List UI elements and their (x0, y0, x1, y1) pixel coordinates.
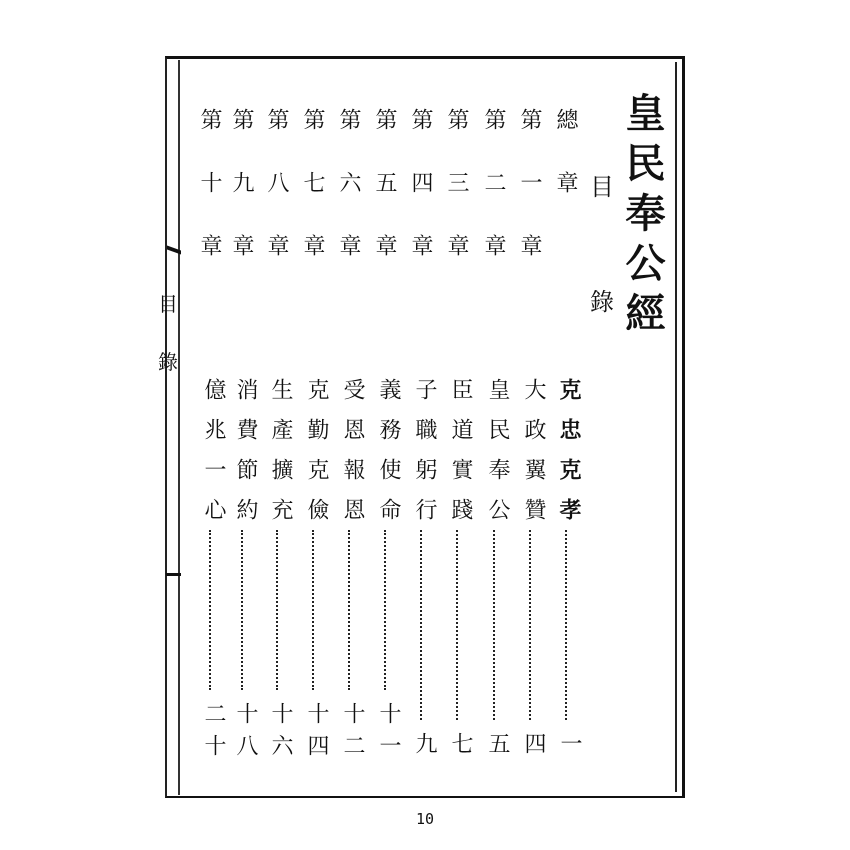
chapter-8-leader (276, 530, 278, 690)
chapter-6-page: 十二 (340, 702, 365, 766)
chapter-4-page: 九 (412, 732, 437, 764)
chapter-6-section: 受恩報恩 (340, 378, 365, 538)
general-leader (565, 530, 567, 720)
chapter-4-label: 第四章 (408, 108, 433, 297)
chapter-4-leader (420, 530, 422, 720)
spine-rule (178, 60, 180, 795)
chapter-5-section: 義務使命 (376, 378, 401, 538)
chapter-1-leader (529, 530, 531, 720)
chapter-6-label: 第六章 (336, 108, 361, 297)
chapter-7-leader (312, 530, 314, 690)
chapter-5-page: 十一 (376, 702, 401, 766)
frame-inner-rule (675, 62, 677, 792)
chapter-8-label: 第八章 (264, 108, 289, 297)
spine-char-mu: 目 (158, 292, 178, 316)
chapter-9-leader (241, 530, 243, 690)
chapter-10-section: 億兆一心 (201, 378, 226, 538)
chapter-2-section: 皇民奉公 (485, 378, 510, 538)
spine-char-lu: 錄 (158, 350, 178, 374)
chapter-9-page: 十八 (233, 702, 258, 766)
chapter-1-page: 四 (521, 732, 546, 764)
chapter-1-label: 第一章 (517, 108, 542, 297)
chapter-5-leader (384, 530, 386, 690)
chapter-4-section: 子職躬行 (412, 378, 437, 538)
chapter-9-label: 第九章 (229, 108, 254, 297)
chapter-10-leader (209, 530, 211, 690)
spine-horizontal-rule (166, 573, 181, 576)
toc-heading-lu: 錄 (590, 288, 614, 316)
chapter-3-label: 第三章 (444, 108, 469, 297)
chapter-1-section: 大政翼贊 (521, 378, 546, 538)
chapter-5-label: 第五章 (372, 108, 397, 297)
chapter-2-page: 五 (485, 732, 510, 764)
chapter-10-page: 二十 (201, 702, 226, 766)
chapter-7-label: 第七章 (300, 108, 325, 297)
chapter-3-leader (456, 530, 458, 720)
chapter-2-label: 第二章 (481, 108, 506, 297)
chapter-8-page: 十六 (268, 702, 293, 766)
page-number: 10 (415, 810, 435, 828)
chapter-2-leader (493, 530, 495, 720)
chapter-7-page: 十四 (304, 702, 329, 766)
general-section: 克忠克孝 (556, 378, 582, 538)
chapter-3-page: 七 (448, 732, 473, 764)
chapter-6-leader (348, 530, 350, 690)
chapter-8-section: 生產擴充 (268, 378, 293, 538)
chapter-10-label: 第十章 (197, 108, 222, 297)
book-title: 皇民奉公經 (619, 92, 666, 342)
chapter-9-section: 消費節約 (233, 378, 258, 538)
general-label: 總章 (553, 108, 578, 234)
general-page: 一 (557, 732, 582, 764)
chapter-3-section: 臣道實踐 (448, 378, 473, 538)
toc-heading-mu: 目 (590, 173, 614, 201)
chapter-7-section: 克勤克儉 (304, 378, 329, 538)
